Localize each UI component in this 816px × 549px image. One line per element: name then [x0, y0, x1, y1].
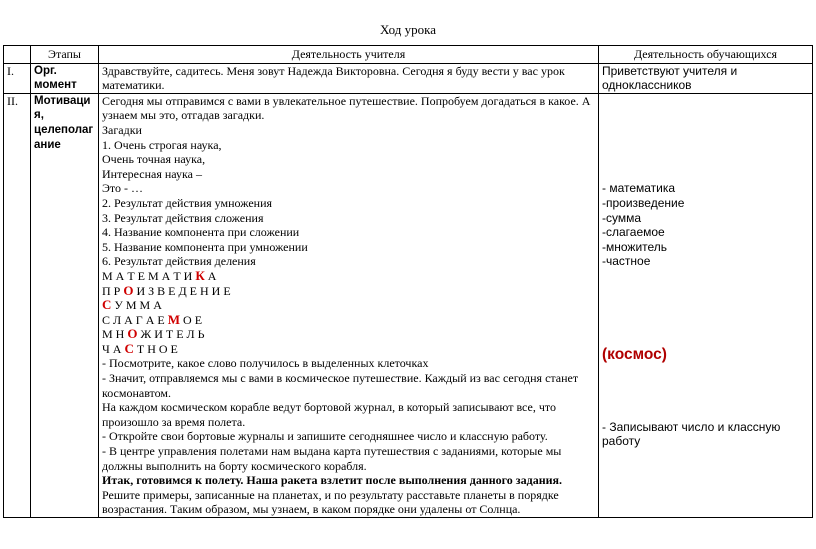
puzzle-letters: О Е: [180, 312, 203, 327]
riddle-line: 5. Название компонента при умножении: [102, 239, 308, 254]
stage-text: Мотиваци: [34, 94, 91, 107]
header-pupils: Деятельность обучающихся: [599, 46, 813, 64]
teacher-paragraph: Решите примеры, записанные на планетах, и по результату расставьте планеты в порядке возрастания. Таким образом, мы узнаем, в каком порядке они удалены от Солнца.: [102, 487, 559, 517]
pupil-cell: [599, 93, 813, 517]
pupil-answer: -произведение: [602, 195, 685, 210]
header-teacher: Деятельность учителя: [99, 46, 599, 64]
pupil-text: Приветствуют учителя и одноклассников: [602, 63, 738, 93]
puzzle-word: [102, 269, 595, 284]
table-row: [4, 93, 813, 517]
puzzle-letters: М А Т Е М А Т И: [102, 268, 196, 283]
puzzle-letters: У М М А: [111, 298, 162, 313]
row-number-text: II.: [7, 93, 18, 108]
highlighted-letter: С: [102, 297, 112, 313]
page-title: Ход урока: [380, 22, 436, 37]
riddle-line: 4. Название компонента при сложении: [102, 225, 300, 240]
highlighted-letter: М: [167, 311, 181, 327]
highlighted-letter: О: [127, 326, 138, 342]
table-row: [4, 63, 813, 93]
teacher-text: Здравствуйте, садитесь. Меня зовут Надежда Викторовна. Сегодня я буду вести у вас урок математики.: [102, 63, 565, 93]
lesson-table: [3, 45, 813, 518]
riddle-line: 3. Результат действия сложения: [102, 210, 264, 225]
puzzle-word: [102, 327, 595, 342]
stage-text: я,: [34, 109, 44, 122]
puzzle-word: [102, 313, 595, 328]
puzzle-word: [102, 342, 595, 357]
teacher-cell: [99, 93, 599, 517]
puzzle-word: [102, 284, 595, 299]
riddle-line: Это - …: [102, 181, 144, 196]
highlighted-letter: К: [195, 267, 205, 283]
pupil-answer: - математика: [602, 181, 676, 196]
teacher-paragraph: - Посмотрите, какое слово получилось в выделенных клеточках: [102, 356, 429, 371]
riddle-line: Очень точная наука,: [102, 152, 206, 167]
teacher-paragraph: - Откройте свои бортовые журналы и запишите сегодняшнее число и классную работу.: [102, 429, 548, 444]
highlighted-letter: О: [123, 282, 134, 298]
pupil-answer: -слагаемое: [602, 225, 665, 240]
pupil-answer: -частное: [602, 254, 651, 269]
row-number: [4, 63, 31, 93]
puzzle-letters: Ч А: [102, 341, 125, 356]
stage-text: Орг.: [34, 64, 57, 77]
teacher-paragraph: - Значит, отправляемся мы с вами в космическое путешествие. Каждый из вас сегодня станет космонавтом.: [102, 371, 579, 400]
table-header-row: [4, 46, 813, 64]
stage-cell: [31, 93, 99, 517]
puzzle-word: [102, 298, 595, 313]
cosmos-answer: (космос): [602, 345, 667, 363]
highlighted-letter: С: [124, 340, 134, 356]
puzzle-letters: М Н: [102, 327, 128, 342]
pupil-cell: [599, 63, 813, 93]
stage-text: момент: [34, 79, 77, 92]
puzzle-letters: Ж И Т Е Л Ь: [137, 327, 205, 342]
puzzle-letters: П Р: [102, 283, 124, 298]
bold-paragraph: Итак, готовимся к полету. Наша ракета взлетит после выполнения данного задания.: [102, 473, 563, 488]
riddle-line: 6. Результат действия деления: [102, 254, 256, 269]
teacher-intro: Сегодня мы отправимся с вами в увлекательное путешествие. Попробуем догадаться в какое. А узнаем мы это, отгадав загадки.: [102, 93, 591, 123]
row-number: [4, 93, 31, 517]
pupil-answer: -сумма: [602, 210, 642, 225]
stage-cell: [31, 63, 99, 93]
header-stages: Этапы: [31, 46, 99, 64]
pupil-record: - Записывают число и классную работу: [602, 419, 781, 449]
teacher-paragraph: На каждом космическом корабле ведут бортовой журнал, в который записывают все, что произошло за время полета.: [102, 400, 556, 429]
stage-text: целеполаг: [34, 123, 94, 136]
header-num: [4, 46, 31, 64]
riddle-line: Интересная наука –: [102, 166, 202, 181]
stage-text: ание: [34, 138, 61, 151]
row-number-text: I.: [7, 63, 14, 78]
teacher-cell: [99, 63, 599, 93]
riddle-line: 1. Очень строгая наука,: [102, 137, 222, 152]
puzzle-letters: А: [204, 268, 217, 283]
puzzle-letters: И З В Е Д Е Н И Е: [133, 283, 231, 298]
teacher-paragraph: - В центре управления полетами нам выдана карта путешествия с заданиями, которые мы должны выполнить на борту космического корабля.: [102, 444, 562, 473]
puzzle-letters: С Л А Г А Е: [102, 312, 168, 327]
riddle-line: Загадки: [102, 122, 142, 137]
puzzle-letters: Т Н О Е: [133, 341, 178, 356]
riddle-line: 2. Результат действия умножения: [102, 195, 273, 210]
pupil-answer: -множитель: [602, 239, 668, 254]
